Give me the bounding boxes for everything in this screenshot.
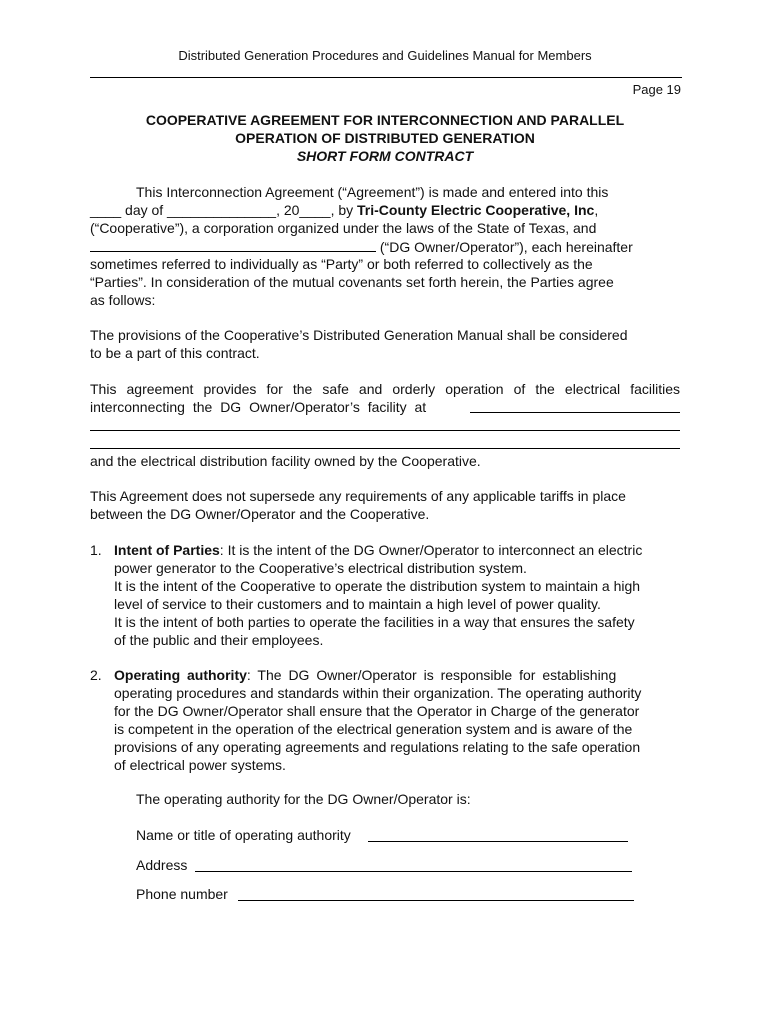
address-field[interactable]	[195, 871, 632, 872]
contract-title-line-1: COOPERATIVE AGREEMENT FOR INTERCONNECTION AND PARALLEL	[145, 112, 625, 128]
intro-line-6: “Parties”. In consideration of the mutual covenants set forth herein, the Parties agree	[90, 274, 614, 290]
page-number: Page 19	[632, 82, 681, 97]
item-2-line-1	[114, 666, 616, 684]
item-2-text: : The DG Owner/Operator is responsible for establishing	[246, 667, 617, 683]
intro-line-4	[90, 237, 633, 256]
authority-name-field[interactable]	[368, 841, 628, 842]
tariffs-line-2: between the DG Owner/Operator and the Cooperative.	[90, 506, 430, 522]
date-blanks: ____ day of ______________, 20____, by	[90, 202, 358, 218]
authority-name-label: Name or title of operating authority	[136, 827, 351, 843]
item-2-line-6: of electrical power systems.	[114, 757, 286, 773]
intro-line-3: (“Cooperative”), a corporation organized under the laws of the State of Texas, and	[90, 220, 597, 236]
header-rule	[90, 77, 682, 78]
address-label: Address	[136, 857, 188, 873]
item-1-heading: Intent of Parties	[114, 542, 220, 558]
item-1-text: : It is the intent of the DG Owner/Operator to interconnect an electric	[219, 542, 643, 558]
item-1-line-2: power generator to the Cooperative’s electrical distribution system.	[114, 560, 527, 576]
dg-owner-name-blank[interactable]	[90, 237, 376, 252]
phone-label: Phone number	[136, 886, 228, 902]
agreement-line-1: This agreement provides for the safe and orderly operation of the electrical facilities	[90, 381, 680, 397]
dg-owner-label: (“DG Owner/Operator”), each hereinafter	[379, 239, 633, 255]
agreement-line-3: and the electrical distribution facility owned by the Cooperative.	[90, 453, 481, 469]
intro-comma: ,	[594, 202, 599, 218]
item-2-number: 2.	[90, 667, 102, 683]
item-2-line-2: operating procedures and standards within their organization. The operating authority	[114, 685, 642, 701]
provisions-line-1: The provisions of the Cooperative’s Distributed Generation Manual shall be considered	[90, 327, 628, 343]
facility-address-blank-2[interactable]	[90, 430, 680, 431]
facility-address-blank-3[interactable]	[90, 448, 680, 449]
facility-address-blank-1[interactable]	[470, 412, 680, 413]
phone-field[interactable]	[238, 900, 634, 901]
provisions-line-2: to be a part of this contract.	[90, 345, 260, 361]
cooperative-name: Tri-County Electric Cooperative, Inc	[357, 202, 595, 218]
intro-line-7: as follows:	[90, 292, 156, 308]
contract-subtitle: SHORT FORM CONTRACT	[296, 148, 474, 164]
item-2-line-3: for the DG Owner/Operator shall ensure that the Operator in Charge of the generator	[114, 703, 640, 719]
item-1-line-3: It is the intent of the Cooperative to operate the distribution system to maintain a high	[114, 578, 641, 594]
contract-title-line-2: OPERATION OF DISTRIBUTED GENERATION	[235, 130, 535, 146]
item-2-heading: Operating authority	[114, 667, 247, 683]
agreement-line-2: interconnecting the DG Owner/Operator’s facility at	[90, 399, 427, 415]
running-header: Distributed Generation Procedures and Guidelines Manual for Members	[178, 48, 592, 63]
tariffs-line-1: This Agreement does not supersede any requirements of any applicable tariffs in place	[90, 488, 626, 504]
intro-line-5: sometimes referred to individually as “Party” or both referred to collectively as the	[90, 256, 593, 272]
item-1-line-1	[114, 541, 642, 559]
item-1-line-5: It is the intent of both parties to operate the facilities in a way that ensures the safety	[114, 614, 635, 630]
item-1-line-4: level of service to their customers and to maintain a high level of power quality.	[114, 596, 601, 612]
item-1-line-6: of the public and their employees.	[114, 632, 324, 648]
item-1-number: 1.	[90, 542, 102, 558]
item-2-line-5: provisions of any operating agreements and regulations relating to the safe operation	[114, 739, 641, 755]
intro-line-1: This Interconnection Agreement (“Agreement”) is made and entered into this	[136, 184, 609, 200]
authority-intro: The operating authority for the DG Owner/Operator is:	[136, 791, 471, 807]
item-2-line-4: is competent in the operation of the electrical generation system and is aware of the	[114, 721, 633, 737]
intro-line-2	[90, 201, 598, 219]
